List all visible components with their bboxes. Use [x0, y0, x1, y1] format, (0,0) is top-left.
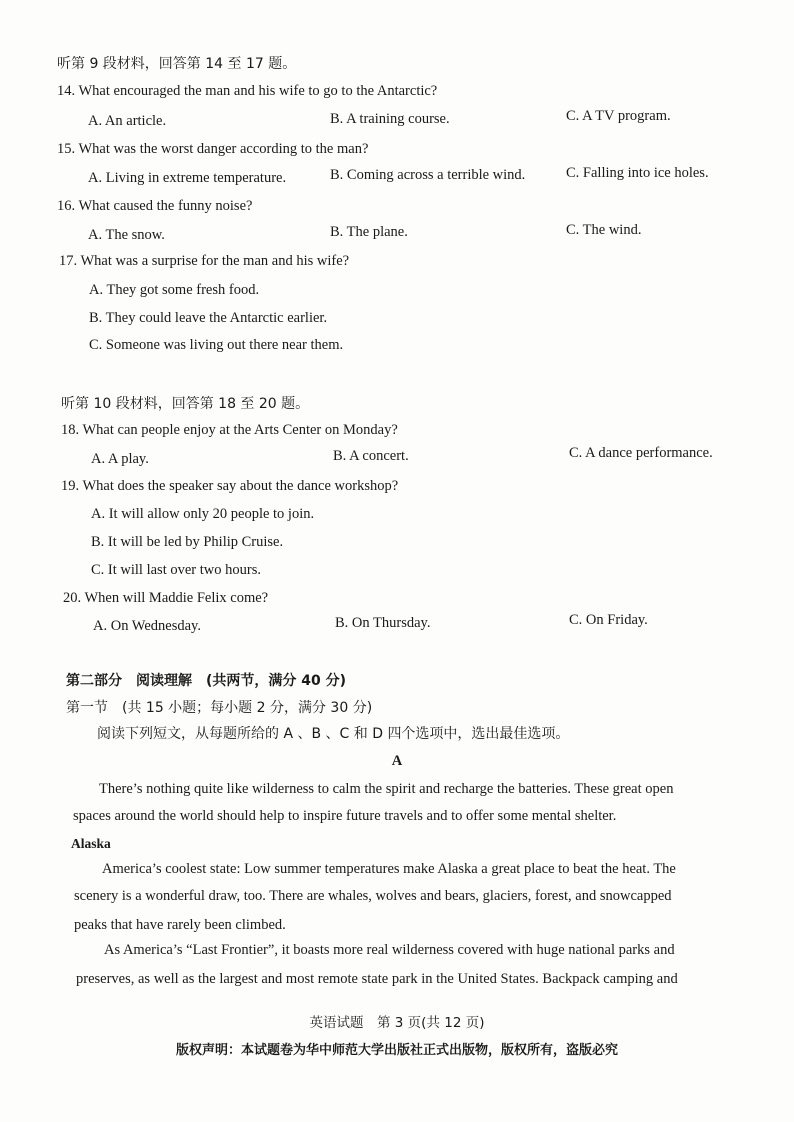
question-text: What encouraged the man and his wife to go to the Antarctic? — [78, 83, 438, 99]
copyright-notice: 版权声明：本试题卷为华中师范大学出版社正式出版物，版权所有，盗版必究 — [175, 1043, 618, 1058]
question-text: What does the speaker say about the dance workshop? — [82, 478, 399, 494]
option-b: B. On Thursday. — [335, 615, 431, 631]
option-b: B. A concert. — [333, 448, 409, 464]
option-b: B. Coming across a terrible wind. — [330, 167, 526, 183]
part2-title: 第二部分 阅读理解 (共两节，满分 40 分) — [66, 673, 347, 689]
option-a: A. On Wednesday. — [93, 618, 201, 634]
option-a: A. An article. — [88, 113, 167, 129]
question-number: 17. — [59, 253, 78, 269]
option-b: B. They could leave the Antarctic earlier. — [89, 310, 328, 326]
passage-line: peaks that have rarely been climbed. — [74, 917, 286, 933]
passage-line: scenery is a wonderful draw, too. There are whales, wolves and bears, glaciers, forest, and snowcapped — [74, 888, 672, 904]
option-c: C. Someone was living out there near them. — [89, 337, 344, 353]
option-a: A. It will allow only 20 people to join. — [91, 506, 315, 522]
question-number: 18. — [61, 422, 80, 438]
question-text: What was the worst danger according to the man? — [78, 141, 369, 157]
passage-label: A — [391, 753, 403, 769]
page-footer: 英语试题 第 3 页(共 12 页) — [309, 1015, 485, 1031]
question-number: 16. — [57, 198, 76, 214]
question-text: What can people enjoy at the Arts Center on Monday? — [82, 422, 398, 438]
passage-line: spaces around the world should help to inspire future travels and to offer some mental shelter. — [73, 808, 617, 824]
option-b: B. A training course. — [330, 111, 450, 127]
option-b: B. It will be led by Philip Cruise. — [91, 534, 284, 550]
question-number: 19. — [61, 478, 80, 494]
section-heading: Alaska — [71, 836, 111, 851]
passage-line: preserves, as well as the largest and most remote state park in the United States. Backpack camping and — [76, 971, 678, 987]
question-number: 20. — [63, 590, 82, 606]
question-text: What caused the funny noise? — [78, 198, 253, 214]
question-number: 15. — [57, 141, 76, 157]
option-c: C. On Friday. — [569, 612, 648, 628]
passage-line: America’s coolest state: Low summer temperatures make Alaska a great place to beat the heat. The — [102, 861, 676, 877]
question-text: What was a surprise for the man and his wife? — [80, 253, 350, 269]
option-a: A. Living in extreme temperature. — [88, 170, 287, 186]
option-c: C. A dance performance. — [569, 445, 713, 461]
option-c: C. The wind. — [566, 222, 642, 238]
section10-intro: 听第 10 段材料，回答第 18 至 20 题。 — [61, 396, 310, 412]
section1-title: 第一节 (共 15 小题；每小题 2 分，满分 30 分) — [66, 700, 373, 716]
option-b: B. The plane. — [330, 224, 408, 240]
option-c: C. Falling into ice holes. — [566, 165, 709, 181]
reading-instruction: 阅读下列短文，从每题所给的 A 、B 、C 和 D 四个选项中，选出最佳选项。 — [97, 726, 570, 742]
option-a: A. The snow. — [88, 227, 165, 243]
passage-line: There’s nothing quite like wilderness to calm the spirit and recharge the batteries. These great open — [99, 781, 674, 797]
option-a: A. A play. — [91, 451, 149, 467]
section9-intro: 听第 9 段材料，回答第 14 至 17 题。 — [57, 56, 297, 72]
passage-line: As America’s “Last Frontier”, it boasts more real wilderness covered with huge national parks and — [104, 942, 675, 958]
question-number: 14. — [57, 83, 76, 99]
option-a: A. They got some fresh food. — [89, 282, 260, 298]
option-c: C. A TV program. — [566, 108, 671, 124]
question-text: When will Maddie Felix come? — [84, 590, 269, 606]
option-c: C. It will last over two hours. — [91, 562, 261, 578]
